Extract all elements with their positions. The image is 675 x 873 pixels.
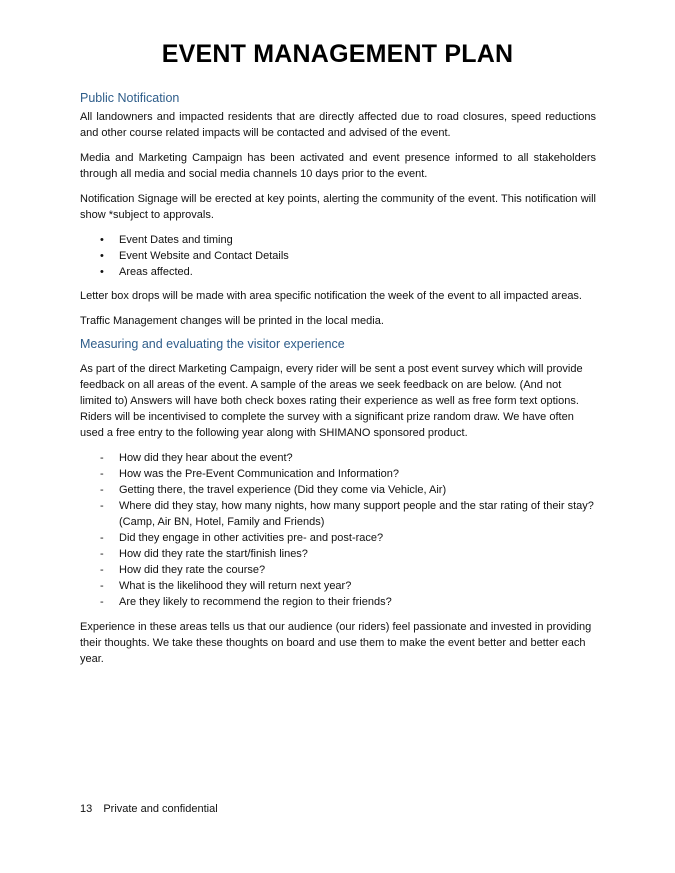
list-item: - Did they engage in other activities pre- and post-race? <box>80 530 596 546</box>
list-item: - How did they rate the course? <box>80 562 596 578</box>
paragraph: As part of the direct Marketing Campaign, every rider will be sent a post event survey which will provide feedback on all areas of the event. A sample of the areas we seek feedback on are below. (And not limited to) Answers will have both check boxes rating their experience as well as free form text options. Riders will be incentivised to complete the survey with a significant prize random draw. We have often used a free entry to the following year along with SHIMANO sponsored product. <box>80 363 583 439</box>
paragraph: Traffic Management changes will be printed in the local media. <box>80 315 384 327</box>
paragraph: Notification Signage will be erected at key points, alerting the community of the event. This notification will show *subject to approvals. <box>80 193 596 221</box>
bullet-list <box>80 232 596 280</box>
section-heading-visitor-experience: Measuring and evaluating the visitor experience <box>80 337 345 351</box>
page-title: EVENT MANAGEMENT PLAN <box>161 40 514 68</box>
section-heading-public-notification: Public Notification <box>80 91 180 105</box>
footer-text: Private and confidential <box>103 803 218 815</box>
list-item: - How did they hear about the event? <box>80 450 596 466</box>
page-footer <box>80 803 218 815</box>
list-item: • Event Website and Contact Details <box>80 248 596 264</box>
paragraph: Letter box drops will be made with area specific notification the week of the event to all impacted areas. <box>80 290 582 302</box>
list-item: • Event Dates and timing <box>80 232 596 248</box>
list-item: - Getting there, the travel experience (Did they come via Vehicle, Air) <box>80 482 596 498</box>
dash-list <box>80 450 596 610</box>
list-item: • Areas affected. <box>80 264 596 280</box>
list-item: - How did they rate the start/finish lines? <box>80 546 596 562</box>
list-item: - How was the Pre-Event Communication and Information? <box>80 466 596 482</box>
page-content <box>80 90 596 676</box>
list-item: - Where did they stay, how many nights, how many support people and the star rating of their stay? (Camp, Air BN, Hotel, Family and Friends) <box>80 498 596 530</box>
paragraph: Experience in these areas tells us that our audience (our riders) feel passionate and invested in providing their thoughts. We take these thoughts on board and use them to make the event better and better each year. <box>80 621 592 665</box>
paragraph: Media and Marketing Campaign has been activated and event presence informed to all stakeholders through all media and social media channels 10 days prior to the event. <box>80 152 596 180</box>
paragraph: All landowners and impacted residents that are directly affected due to road closures, speed reductions and other course related impacts will be contacted and advised of the event. <box>80 111 596 139</box>
list-item: - Are they likely to recommend the region to their friends? <box>80 594 596 610</box>
list-item: - What is the likelihood they will return next year? <box>80 578 596 594</box>
page-number: 13 <box>80 803 93 815</box>
